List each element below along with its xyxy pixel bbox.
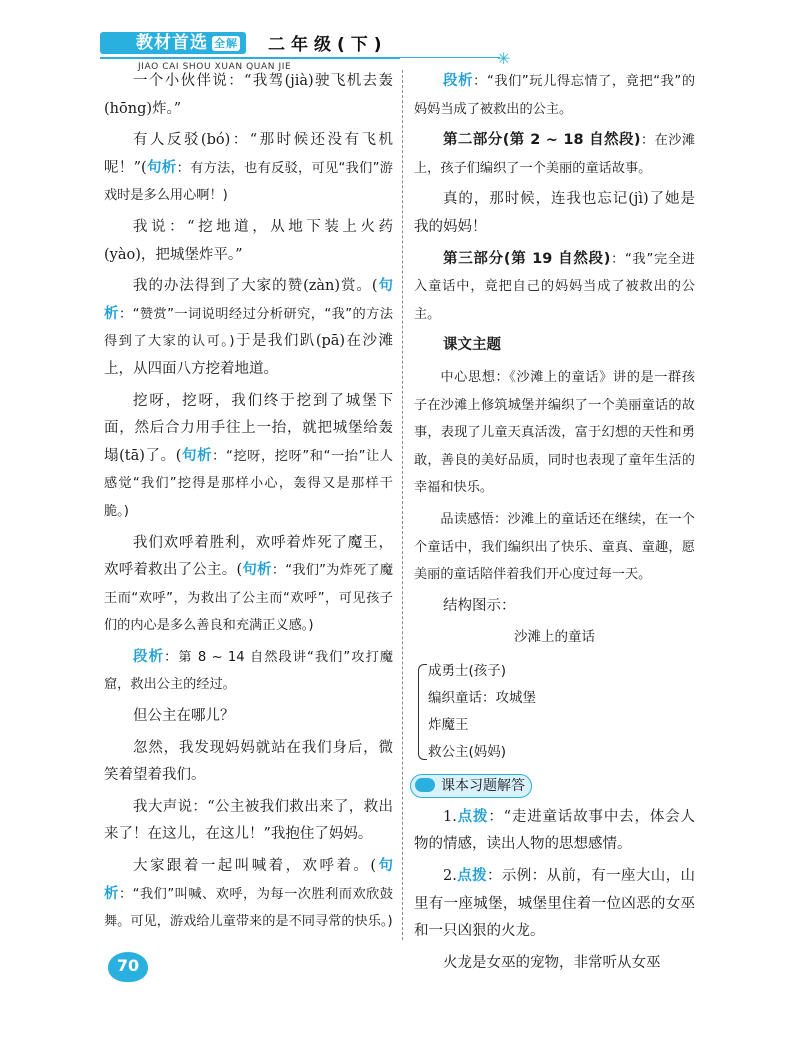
brand-badge: 全解	[214, 36, 238, 50]
page-number-badge	[108, 950, 148, 990]
paragraph-text: 有人反驳(bó)：“那时候还没有飞机呢！”(	[104, 132, 393, 176]
theme-center: 中心思想：《沙滩上的童话》讲的是一群孩子在沙滩上修筑城堡并编织了一个美丽童话的故事，表现了儿童天真活泼，富于幻想的天性和勇敢，善良的美好品质，同时也表现了童年生活的幸福和快乐。	[414, 369, 695, 496]
paragraph: 我说：“挖地道，从地下装上火药(yào)，把城堡炸平。”	[104, 218, 393, 263]
paragraph: 一个小伙伴说：“我驾(jià)驶飞机去轰(hōng)炸。”	[104, 73, 393, 117]
answer-text: ：“走进童话故事中去，体会人物的情感，读出人物的思想感情。	[414, 808, 695, 853]
structure-item: 救公主(妈妈)	[428, 743, 507, 760]
keyword-label: 段析	[443, 73, 474, 89]
annotation: ：在沙滩上，孩子们编织了一个美丽的童话故事。	[414, 133, 696, 176]
annotation: ：“我们”为炸死了魔王而“欢呼”，为救出了公主而“欢呼”，可见孩子们的内心是多么善良和充满正义感。)	[104, 563, 394, 634]
annotation: ：“赞赏”一词说明经过分析研究，“我”的方法得到了大家的认可。)	[104, 306, 394, 350]
paragraph	[414, 127, 695, 182]
paragraph	[104, 127, 393, 210]
annotation: ：“我们”玩儿得忘情了，竟把“我”的妈妈当成了被救出的公主。	[414, 74, 696, 117]
answer-number: 1.	[443, 808, 457, 825]
keyword-label: 句析	[242, 562, 272, 579]
section-heading: 第三部分(第 19 自然段)	[443, 250, 611, 267]
brand-pinyin: JIAO CAI SHOU XUAN QUAN JIE	[138, 62, 292, 72]
theme-feel: 品读感悟：沙滩上的童话还在继续，在一个个童话中，我们编织出了快乐、童真、童趣，愿美丽的童话陪伴着我们开心度过每一天。	[414, 511, 695, 583]
theme-title: 课文主题	[443, 337, 501, 354]
paragraph: 但公主在哪儿？	[133, 708, 235, 725]
paragraph: 忽然，我发现妈妈就站在我们身后，微笑着望着我们。	[104, 739, 393, 784]
paragraph	[104, 644, 393, 699]
paragraph	[414, 68, 695, 123]
header-rule	[100, 57, 400, 59]
brace-icon	[418, 664, 427, 760]
keyword-label: 句析	[181, 447, 213, 464]
paragraph	[104, 388, 393, 526]
answer-text: ：示例：从前，有一座大山，山里有一座城堡，城堡里住着一位凶恶的女巫和一只凶狠的火龙。	[414, 868, 696, 940]
structure-diagram	[414, 658, 695, 766]
page-header	[100, 28, 700, 72]
answer-item	[414, 863, 695, 946]
structure-item: 炸魔王	[428, 716, 469, 733]
keyword-label: 点拨	[456, 808, 489, 825]
keyword-label: 段析	[133, 648, 165, 665]
annotation: ：“挖呀，挖呀”和“一抬”让人感觉“我们”挖得是那样小心，轰得又是那样干脆。)	[104, 448, 393, 519]
grade-label: 二年级(下)	[268, 35, 388, 55]
column-divider	[402, 70, 403, 940]
keyword-label: 句析	[104, 278, 394, 322]
brand-title: 教材首选	[136, 33, 208, 53]
answer-number: 2.	[443, 868, 457, 885]
cloud-icon	[415, 778, 435, 792]
section-heading: 第二部分(第 2 ~ 18 自然段)	[443, 132, 641, 149]
paragraph	[104, 273, 393, 383]
paragraph	[104, 530, 393, 640]
structure-title: 沙滩上的童话	[514, 629, 595, 646]
paragraph-text: 于是我们趴(pā)在沙滩上，从四面八方挖着地道。	[104, 333, 393, 377]
brand-logo	[100, 32, 246, 54]
structure-item: 成勇士(孩子)	[428, 662, 507, 679]
answer-item	[414, 804, 695, 859]
structure-label: 结构图示：	[443, 597, 516, 614]
header-rule-thin	[400, 57, 500, 58]
annotation: ：第 8 ~ 14 自然段讲“我们”攻打魔窟，救出公主的经过。	[104, 649, 394, 693]
keyword-label: 句析	[104, 858, 394, 902]
keyword-label: 点拨	[456, 868, 487, 885]
exercise-section-tag	[410, 774, 532, 798]
structure-item: 编织童话：攻城堡	[428, 689, 536, 706]
keyword-label: 句析	[146, 159, 177, 176]
paragraph-text: 挖呀，挖呀，我们终于挖到了城堡下面，然后合力用手往上一抬，就把城堡给轰塌(tā)了。(	[104, 392, 393, 464]
paragraph-text: 我的办法得到了大家的赞(zàn)赏。(	[133, 278, 378, 295]
page-number: 70	[116, 956, 140, 975]
paragraph-text: 大家跟着一起叫喊着，欢呼着。(	[133, 858, 377, 875]
paragraph	[104, 853, 393, 936]
right-column	[414, 68, 695, 981]
paragraph: 火龙是女巫的宠物，非常听从女巫	[443, 954, 661, 971]
paragraph: 真的，那时候，连我也忘记(jì)了她是我的妈妈！	[414, 191, 695, 235]
paragraph: 我大声说：“公主被我们救出来了，救出来了！在这儿，在这儿！”我抱住了妈妈。	[104, 798, 393, 843]
paragraph-text: 我们欢呼着胜利，欢呼着炸死了魔王，欢呼着救出了公主。(	[104, 534, 393, 579]
annotation: ：“我们”叫喊、欢呼，为每一次胜利而欢欣鼓舞。可见，游戏给儿童带来的是不同寻常的快乐。)	[104, 886, 394, 930]
left-column	[104, 68, 393, 940]
sparkle-icon: ✳	[497, 49, 511, 68]
paragraph	[414, 246, 695, 329]
section-tag-label: 课本习题解答	[441, 777, 525, 794]
annotation: ：“我”完全进入童话中，竟把自己的妈妈当成了被救出的公主。	[414, 251, 695, 322]
annotation: ：有方法，也有反驳，可见“我们”游戏时是多么用心啊！)	[104, 160, 393, 204]
